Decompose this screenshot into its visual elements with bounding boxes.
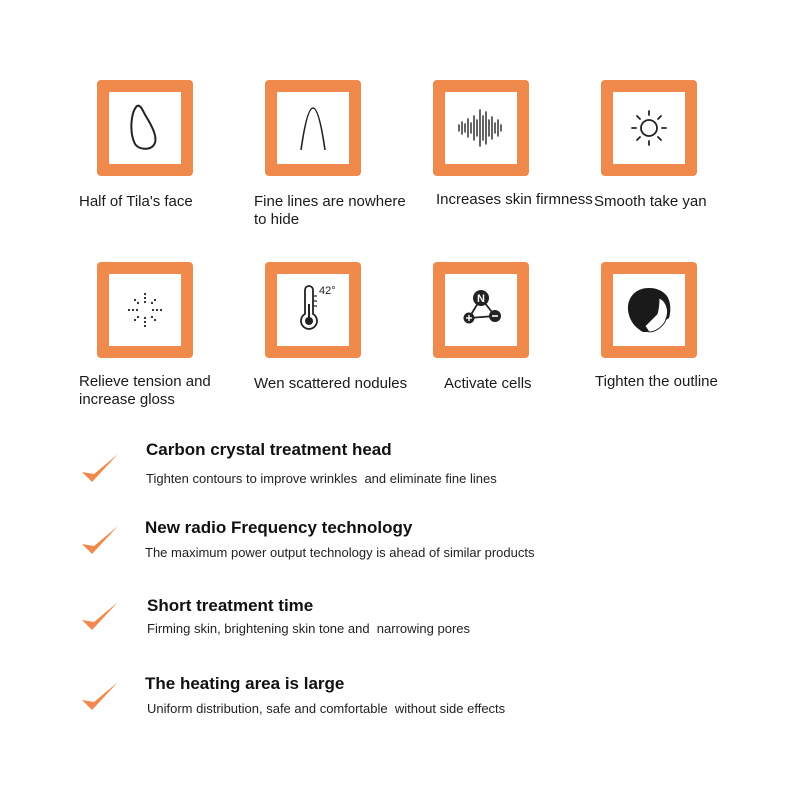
sun-icon <box>613 92 685 164</box>
feature-item <box>0 518 800 588</box>
sparkle-dots-icon <box>109 274 181 346</box>
fine-line-curve-icon <box>277 92 349 164</box>
tile-nodules <box>265 262 361 358</box>
feature-title: Short treatment time <box>147 596 314 615</box>
feature-description: Uniform distribution, safe and comfortable without side effects <box>147 701 506 716</box>
tile-label: Wen scattered nodules <box>254 375 408 392</box>
waveform-icon <box>445 92 517 164</box>
tile-label: Activate cells <box>444 375 532 392</box>
checkmark-icon <box>78 448 122 492</box>
feature-description: Firming skin, brightening skin tone and narrowing pores <box>147 621 471 636</box>
temperature-label: 42° <box>319 285 336 297</box>
thermometer-icon <box>277 274 349 346</box>
feature-title: Carbon crystal treatment head <box>146 440 392 459</box>
tile-label: Half of Tila's face <box>79 193 193 210</box>
tile-fine-lines <box>265 80 361 176</box>
atom-label: N <box>477 293 485 305</box>
checkmark-icon <box>78 596 122 640</box>
tile-outline <box>601 262 697 358</box>
feature-description: Tighten contours to improve wrinkles and eliminate fine lines <box>146 471 497 486</box>
molecule-icon <box>445 274 517 346</box>
head-profile-icon <box>613 274 685 346</box>
tile-face-half <box>97 80 193 176</box>
tile-firmness <box>433 80 529 176</box>
feature-title: The heating area is large <box>145 674 345 693</box>
face-half-icon <box>109 92 181 164</box>
tile-cells <box>433 262 529 358</box>
feature-title: New radio Frequency technology <box>145 518 413 537</box>
feature-item <box>0 674 800 744</box>
checkmark-icon <box>78 676 122 720</box>
tile-smooth <box>601 80 697 176</box>
feature-item <box>0 596 800 666</box>
feature-description: The maximum power output technology is ahead of similar products <box>145 545 535 560</box>
tile-label: Relieve tension and increase gloss <box>79 373 211 408</box>
tile-gloss <box>97 262 193 358</box>
tile-label: Increases skin firmness <box>436 191 593 208</box>
tile-label: Tighten the outline <box>595 373 718 390</box>
feature-item <box>0 440 800 510</box>
tile-label: Smooth take yan <box>594 193 707 210</box>
tile-label: Fine lines are nowhere to hide <box>254 193 406 228</box>
checkmark-icon <box>78 520 122 564</box>
